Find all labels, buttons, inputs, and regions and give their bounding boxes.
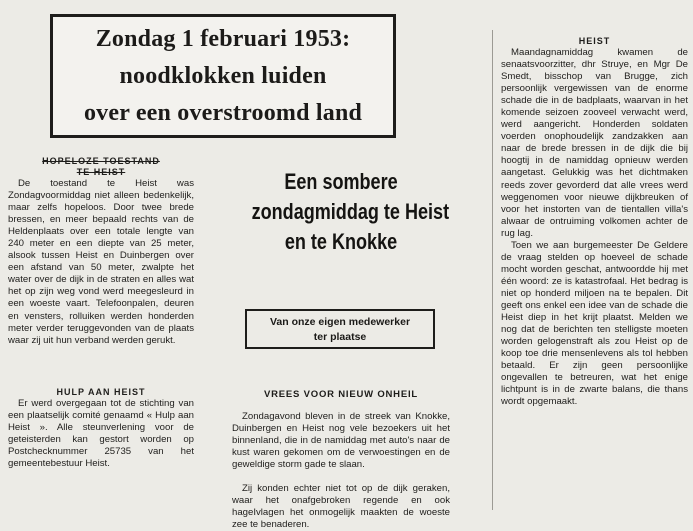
article-paragraph-mayor: Toen we aan burgemeester De Geldere de vraag stelden op hoeveel de schade mocht worden geschat, antwoordde hij met één woord: ze is katastrofaal. Het bedrag is niet op honderd miljoen na te bepalen. Dit geeft ons enkel een idee van de schade die Heist diep in het krijt plaatst. Melden we nog dat de berichten ten stelligste moeten worden gelogenstraft als zou Heist op de koop toe drie mensenlevens als tol hebben betaald. Er zijn geen persoonlijke ongevallen te betreuren, wat het enige lichtpunt is in de zwarte balans, die thans wordt opgemaakt. <box>501 239 688 408</box>
section-title-vrees: VREES VOOR NIEUW ONHEIL <box>263 389 419 400</box>
section-title-line-1: HOPELOZE TOESTAND <box>42 156 160 166</box>
section-title-hulp-aan-heist: HULP AAN HEIST <box>56 386 146 397</box>
section-title-hopeloze <box>8 156 194 178</box>
main-article-title <box>251 167 450 257</box>
byline-line-1: Van onze eigen medewerker <box>269 316 411 328</box>
left-column <box>8 156 194 470</box>
byline-line-2: ter plaatse <box>313 331 367 343</box>
article-paragraph-hulp: Er werd overgegaan tot de stichting van een plaatselijk comité genaamd « Hulp aan Heist ». Alle steunverlening voor de geteisterden kan gestort worden op Postchecknummer 25735 van het gemeentebestuur Heist. <box>8 397 194 469</box>
right-column <box>501 36 688 408</box>
article-paragraph-heist-situation: De toestand te Heist was Zondagvoormiddag niet alleen bedenkelijk, maar zelfs hopeloos. Door twee brede bressen, en meer bepaald rechts van de Heldenplaats over een totale lengte van 240 meter en een diepte van 25 meter, alsook tussen Heist en Duinbergen over een afstand van 50 meter, zwalpte het water over de dijk in de straten en alles wat het op zijn weg vond werd meegesleurd in een woeste vaart. Telefoonpalen, deuren en vensters, rolluiken werden honderden meter verder teruggevonden van de plaats waar zij uit hun verband werden gerukt. <box>8 178 194 346</box>
article-paragraph-visitors: Zondagavond bleven in de streek van Knokke, Duinbergen en Heist nog vele bezoekers uit het binnenland, die in de namiddag met auto's naar de kust waren gekomen om de verwoestingen en de geweldige storm gade te slaan. <box>232 411 450 471</box>
main-title-line-3: en te Knokke <box>284 229 398 254</box>
headline-line-3: over een overstroomd land <box>83 99 363 126</box>
headline-box <box>50 14 396 138</box>
column-divider <box>492 30 493 510</box>
middle-column <box>232 411 450 531</box>
main-title-line-1: Een sombere <box>284 169 398 194</box>
article-paragraph-dike: Zij konden echter niet tot op de dijk geraken, waar het onafgebroken regende en ook hageIvlagen het onmogelijk maakten de woeste zee te benaderen. <box>232 483 450 531</box>
main-title-line-2: zondagmiddag te Heist <box>251 199 450 224</box>
section-title-heist: HEIST <box>578 36 611 46</box>
byline-box <box>245 309 435 349</box>
headline-line-2: noodklokken luiden <box>119 62 327 89</box>
section-title-line-2: TE HEIST <box>76 167 126 177</box>
headline-line-1: Zondag 1 februari 1953: <box>95 25 351 52</box>
article-paragraph-visit: Maandagnamiddag kwamen de senaatsvoorzitter, dhr Struye, en Mgr De Smedt, bisschop van Brugge, zich persoonlijk vergewissen van de enorme schade die in de badplaats, waarvan in het komende seizoen zooveel verwacht werd, werd aangericht. Honderden soldaten voerden onophoudelijk zandzakken aan naar de brede bressen in de dijk die bij hoogtij in de namiddag opnieuw werden aangetast. Gelukkig was het dichtmaken reeds zover gevorderd dat alle vrees werd weggenomen voor nieuwe dijkbreuken of voor het instorten van de tientallen villa's alwaar de ontruiming volkomen achter de rug lag. <box>501 47 688 239</box>
